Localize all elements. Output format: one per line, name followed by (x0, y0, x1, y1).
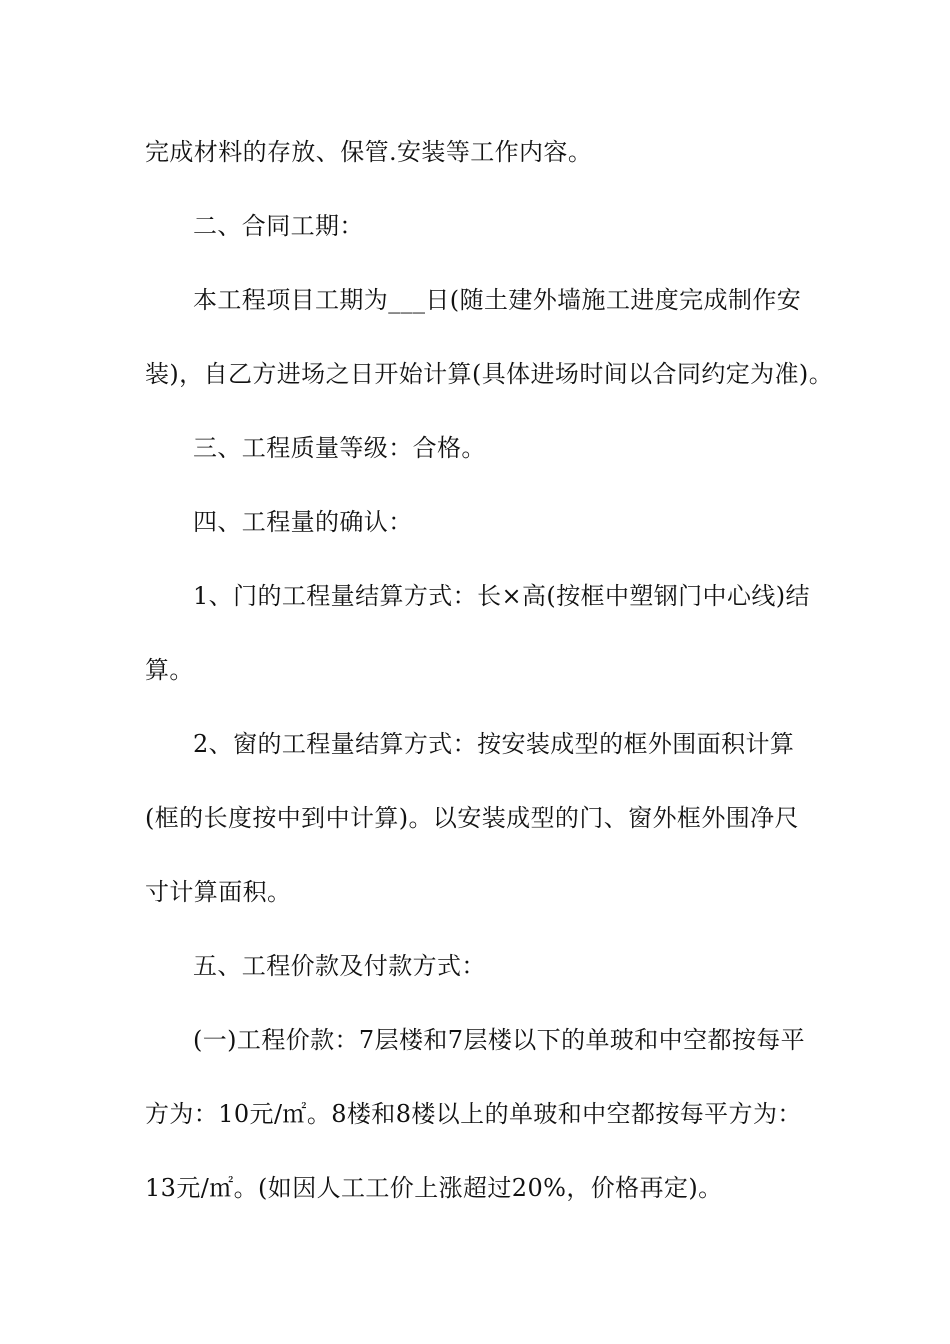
body-text-line: 1、门的工程量结算方式：长×高(按框中塑钢门中心线)结 (193, 582, 810, 610)
body-text-line: 算。 (145, 656, 194, 684)
section-heading-quality: 三、工程质量等级：合格。 (193, 434, 486, 462)
section-heading-price: 五、工程价款及付款方式： (193, 952, 486, 980)
body-text-line: 装)，自乙方进场之日开始计算(具体进场时间以合同约定为准)。 (145, 360, 834, 388)
body-text-line: 方为：10元/㎡。8楼和8楼以上的单玻和中空都按每平方为： (145, 1100, 802, 1128)
body-text-line: (一)工程价款：7层楼和7层楼以下的单玻和中空都按每平 (193, 1026, 806, 1054)
section-heading-quantity: 四、工程量的确认： (193, 508, 413, 536)
body-text-line: (框的长度按中到中计算)。以安装成型的门、窗外框外围净尺 (145, 804, 799, 832)
body-text-line: 完成材料的存放、保管.安装等工作内容。 (145, 138, 593, 166)
section-heading-duration: 二、合同工期： (193, 212, 364, 240)
body-text-line: 寸计算面积。 (145, 878, 292, 906)
body-text-line: 2、窗的工程量结算方式：按安装成型的框外围面积计算 (193, 730, 795, 758)
body-text-line: 本工程项目工期为___日(随土建外墙施工进度完成制作安 (193, 286, 802, 314)
body-text-line: 13元/㎡。(如因人工工价上涨超过20%，价格再定)。 (145, 1174, 723, 1202)
